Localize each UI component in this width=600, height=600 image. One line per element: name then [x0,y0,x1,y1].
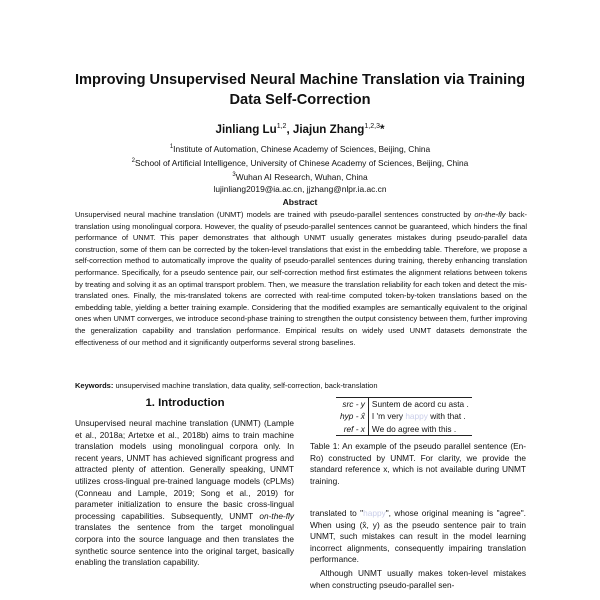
highlighted-word: happy [363,508,386,518]
affiliation-line: $^1$Institute of Automation, Chinese Academy of Sciences, Beijing, China [169,143,431,154]
affiliations [0,141,600,195]
table-caption: Table 1: An example of the pseudo parallel sentence (En-Ro) constructed by UNMT. For clarity, we provide the standard reference x, which is not available during UNMT training. [310,441,526,486]
keywords-label: Keywords: [75,381,114,390]
highlighted-word: happy [405,411,428,422]
intro-paragraph: Unsupervised neural machine translation (UNMT) (Lample et al., 2018a; Artetxe et al., 2018b) aims to train machine translation models using monolingual corpora only. In recent years, UNMT has achieved significant progress and attracted plenty of attention. Generally speaking, UNMT utilizes cross-lingual pre-trained language models (cPLMs) (Conneau and Lample, 2019; Song et al., 2019) for parameter initialization to ensure the basic cross-lingual processing capabilities. Subsequently, UNMT on-the-fly translates the sentence from the target monolingual corpora into the source language and then translates the synthetic source sentence into the original target, basically enabling the translation capability. [75,418,294,568]
example-table [336,397,472,436]
author-affil-mark: 1,2,3 [364,123,380,130]
affiliation-line: $^2$School of Artificial Intelligence, University of Chinese Academy of Sciences, Beijing, China [131,157,469,168]
keywords-line [75,380,527,391]
author-affil-mark: 1,2 [276,123,287,130]
author-name: Jiajun Zhang [292,122,365,136]
row-label: src - y [336,398,368,411]
table-row [336,398,472,411]
table-row [336,410,472,422]
affiliation-line: $^3$Wuhan AI Research, Wuhan, China [232,171,368,182]
abstract-heading: Abstract [282,197,318,207]
row-sentence: I 'm very happy with that . [368,410,471,422]
author-line: Jinliang Lu$^{1,2}$, Jiajun Zhang$^{1,2,3}$* [215,122,385,136]
corresponding-mark: * [379,122,385,136]
right-column-text: translated to "happy", whose original meaning is "agree". When using (x̂, y) as the pseudo sentence pair to train UNMT, such mistakes can result in the model learning incorrect alignments, consequently impairing translation performance. Although UNMT usually makes token-level mistakes when constructing pseudo-parallel sen- [310,508,526,590]
row-label: ref - x [336,423,368,436]
row-sentence: We do agree with this . [368,423,471,436]
row-sentence: Suntem de acord cu asta . [368,398,471,411]
section-heading-introduction: 1. Introduction [145,397,225,409]
author-name: Jinliang Lu [215,122,277,136]
keywords-text: unsupervised machine translation, data quality, self-correction, back-translation [115,381,378,390]
table-row [336,423,472,436]
paper-title: Improving Unsupervised Neural Machine Translation via Training Data Self-Correction [74,72,526,108]
row-label: hyp - x̂ [340,411,365,422]
abstract-body: Unsupervised neural machine translation (UNMT) models are trained with pseudo-parallel sentences constructed by on-the-fly back-translation using monolingual corpora. However, the quality of pseudo-parallel sentences cannot be guaranteed, which hinders the final performance of UNMT. This paper demonstrates that although UNMT usually generates mistakes during pseudo-parallel data construction, some of them can be corrected by the token-level translations that exist in the embedding table. Therefore, we propose a self-correction method to automatically improve the quality of pseudo-parallel sentences during training, thereby enhancing translation performance. Specifically, for a pseudo sentence pair, our self-correction method first estimates the alignment relations between tokens by treating and solving it as an optimal transport problem. Then, we measure the translation reliability for each token and detect the mis-translated ones. Finally, the mis-translated tokens are corrected with real-time computed token-by-token translations based on the embedding table, yielding a better training example. Considering that the modified examples are semantically equivalent to the original ones when UNMT converges, we introduce second-phase training to strengthen the output consistency between them, further improving the generalization capability and translation performance. Empirical results on widely used UNMT datasets demonstrate the effectiveness of our method and it significantly outperforms several strong baselines. [75,210,527,347]
author-emails: lujinliang2019@ia.ac.cn, jjzhang@nlpr.ia.ac.cn [213,184,387,194]
